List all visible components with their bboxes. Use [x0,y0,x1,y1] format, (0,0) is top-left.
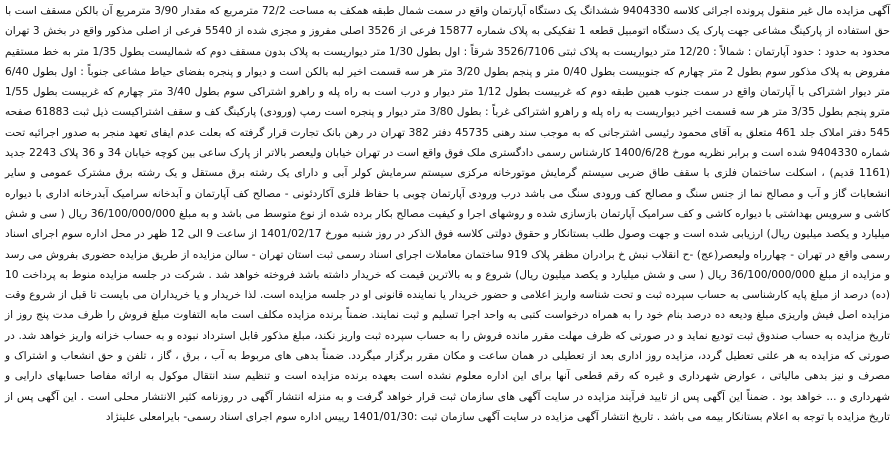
auction-notice-text: آگهی مزایده مال غیر منقول پرونده اجرائی کلاسه 9404330 ششدانگ یک دستگاه آپارتمان واقع در سمت شمال طبقه همکف به مساحت 72/2 مترمربع که مقدار 3/90 مترمربع آن بالکن مسقف است با حق استفاده از پارکینگ مشاعی جهت پارک یک دستگاه اتومبیل قطعه 1 تفکیکی به پلاک شماره 15877 فرعی از 3526 اصلی مفروز و مجزی شده از 5540 فرعی از اصلی مذکور واقع در بخش 3 تهران محدود به حدود : حدود آپارتمان : شمالاً : 12/20 متر دیواریست به پلاک ثبتی 3526/7106 شرقاً : اول بطول 1/30 متر دیواریست به پلاک بدون مسقف دوم که شمالیست بطول 1/35 متر به خط مستقیم مفروض به پلاک مذکور سوم بطول 2 متر چهارم که جنوبیست بطول 0/40 متر و پنجم بطول 3/20 متر هر سه قسمت اخیر لبه بالکن است و دیوار و پنجره بفضای حیاط مشاعی جنوباً : اول بطول 6/40 متر دیوار اشتراکی با آپارتمان واقع در سمت جنوب همین طبقه دوم که غربیست بطول 1/12 متر دیوار و درب است به راه پله و راهرو اشتراکی سوم بطول 3/40 متر چهارم که غربیست بطول 1/55 مترو پنجم بطول 3/35 متر هر سه قسمت اخیر دیواریست به راه پله و راهرو اشتراکی غرباً : بطول 3/80 متر دیوار و پنجره است رمپ (ورودی) پارکینگ کف و سقف اشتراکیست ذیل ثبت 61883 صفحه 545 دفتر املاک جلد 461 متعلق به آقای محمود رئیسی اشترجانی که به موجب سند رهنی 45735 دفتر 382 تهران در رهن بانک تجارت قرار گرفته که بعلت عدم ایفای تعهد منجر به صدور اجرائیه تحت شماره 9404330 شده است و برابر نظریه مورخ 1400/6/28 کارشناس رسمی دادگستری ملک فوق واقع است در تهران خیابان ولیعصر بالاتر از پارک ساعی بین کوچه خیابان 34 و 36 پلاک 2243 جدید (1161 قدیم) ، اسکلت ساختمان فلزی با سقف طاق ضربی سیستم گرمایش موتورخانه مرکزی سیستم سرمایش کولر آبی و دارای یک رشته برق مستقل و یک رشته برق مشترک عمومی و سایر انشعابات گاز و آب و مصالح نما از جنس سنگ و مصالح کف ورودی سنگ می باشد درب ورودی آپارتمان چوبی با حفاظ فلزی آکاردئونی - مصالح کف آپارتمان و آبدخانه سرامیک آبدرخانه اداری با دیواره کاشی و سرویس بهداشتی با دیواره کاشی و کف سرامیک آپارتمان بازسازی شده و روشهای اجرا و کیفیت مصالح بکار برده شده از نوع متوسط می باشد و به مبلغ 36/100/000/000 ریال ( سی و شش میلیارد و یکصد میلیون ریال) ارزیابی شده است و جهت وصول طلب بستانکار و حقوق دولتی کلاسه فوق الذکر در روز شنبه مورخ 1401/02/17 از ساعت 9 الی 12 ظهر در محل اداره سوم اجرای اسناد رسمی واقع در تهران - چهارراه ولیعصر(عج) -ح انقلاب نبش خ برادران مظفر پلاک 919 ساختمان معاملات اجرای اسناد رسمی ثبت استان تهران - سالن مزایده از طریق مزایده حضوری بفروش می رسد و مزایده از مبلغ 36/100/000/000 ریال ( سی و شش میلیارد و یکصد میلیون ریال) شروع و به بالاترین قیمت که خریدار داشته باشد فروخته خواهد شد . شرکت در جلسه مزایده منوط به پرداخت 10 (ده) درصد از مبلغ پایه کارشناسی به حساب سپرده ثبت و تحت شناسه واریز اعلامی و حضور خریدار یا نماینده قانونی او در جلسه مزایده است. لذا خریدار و یا خریداران می بایست تا قبل از شروع وقت مزایده اصل فیش واریزی مبلغ ودیعه ده درصد بنام خود را به همراه درخواست کتبی به واحد اجرا تسلیم و ثبت نمایند. ضمناً برنده مزایده مکلف است مابه التفاوت مبلغ فروش را ظرف مدت پنج روز از تاریخ مزایده به حساب صندوق ثبت تودیع نماید و در صورتی که ظرف مهلت مقرر مانده فروش را به حساب سپرده ثبت واریز نکند، مبلغ مذکور قابل استرداد نبوده و به حساب خزانه واریز خواهد شد. در صورتی که مزایده به هر علتی تعطیل گردد، مزایده روز اداری بعد از تعطیلی در همان ساعت و مکان مقرر برگزار میگردد. ضمناً بدهی های مربوط به آب ، برق ، گاز ، تلفن و حق انشعاب و اشتراک و مصرف و نیز بدهی مالیاتی ، عوارض شهرداری و غیره که رقم قطعی آنها برای این اداره معلوم نشده است بعهده برنده مزایده است و تنظیم سند انتقال موکول به ارائه مفاصا حسابهای دارایی و شهرداری و ... خواهد بود . ضمناً این آگهی پس از تایید فرآیند مزایده در سایت آگهی های سازمان ثبت قرار خواهد گرفت و به منزله انتشار آگهی در روزنامه کثیر الانتشار محلی است . این آگهی پس از تاریخ مزایده با توجه به اعلام بستانکار بیمه می باشد . تاریخ انتشار آگهی مزایده در سایت آگهی سازمان ثبت :1401/01/30 رییس اداره سوم اجرای اسناد رسمی- بایرامعلی علینژاد [5,5,891,423]
